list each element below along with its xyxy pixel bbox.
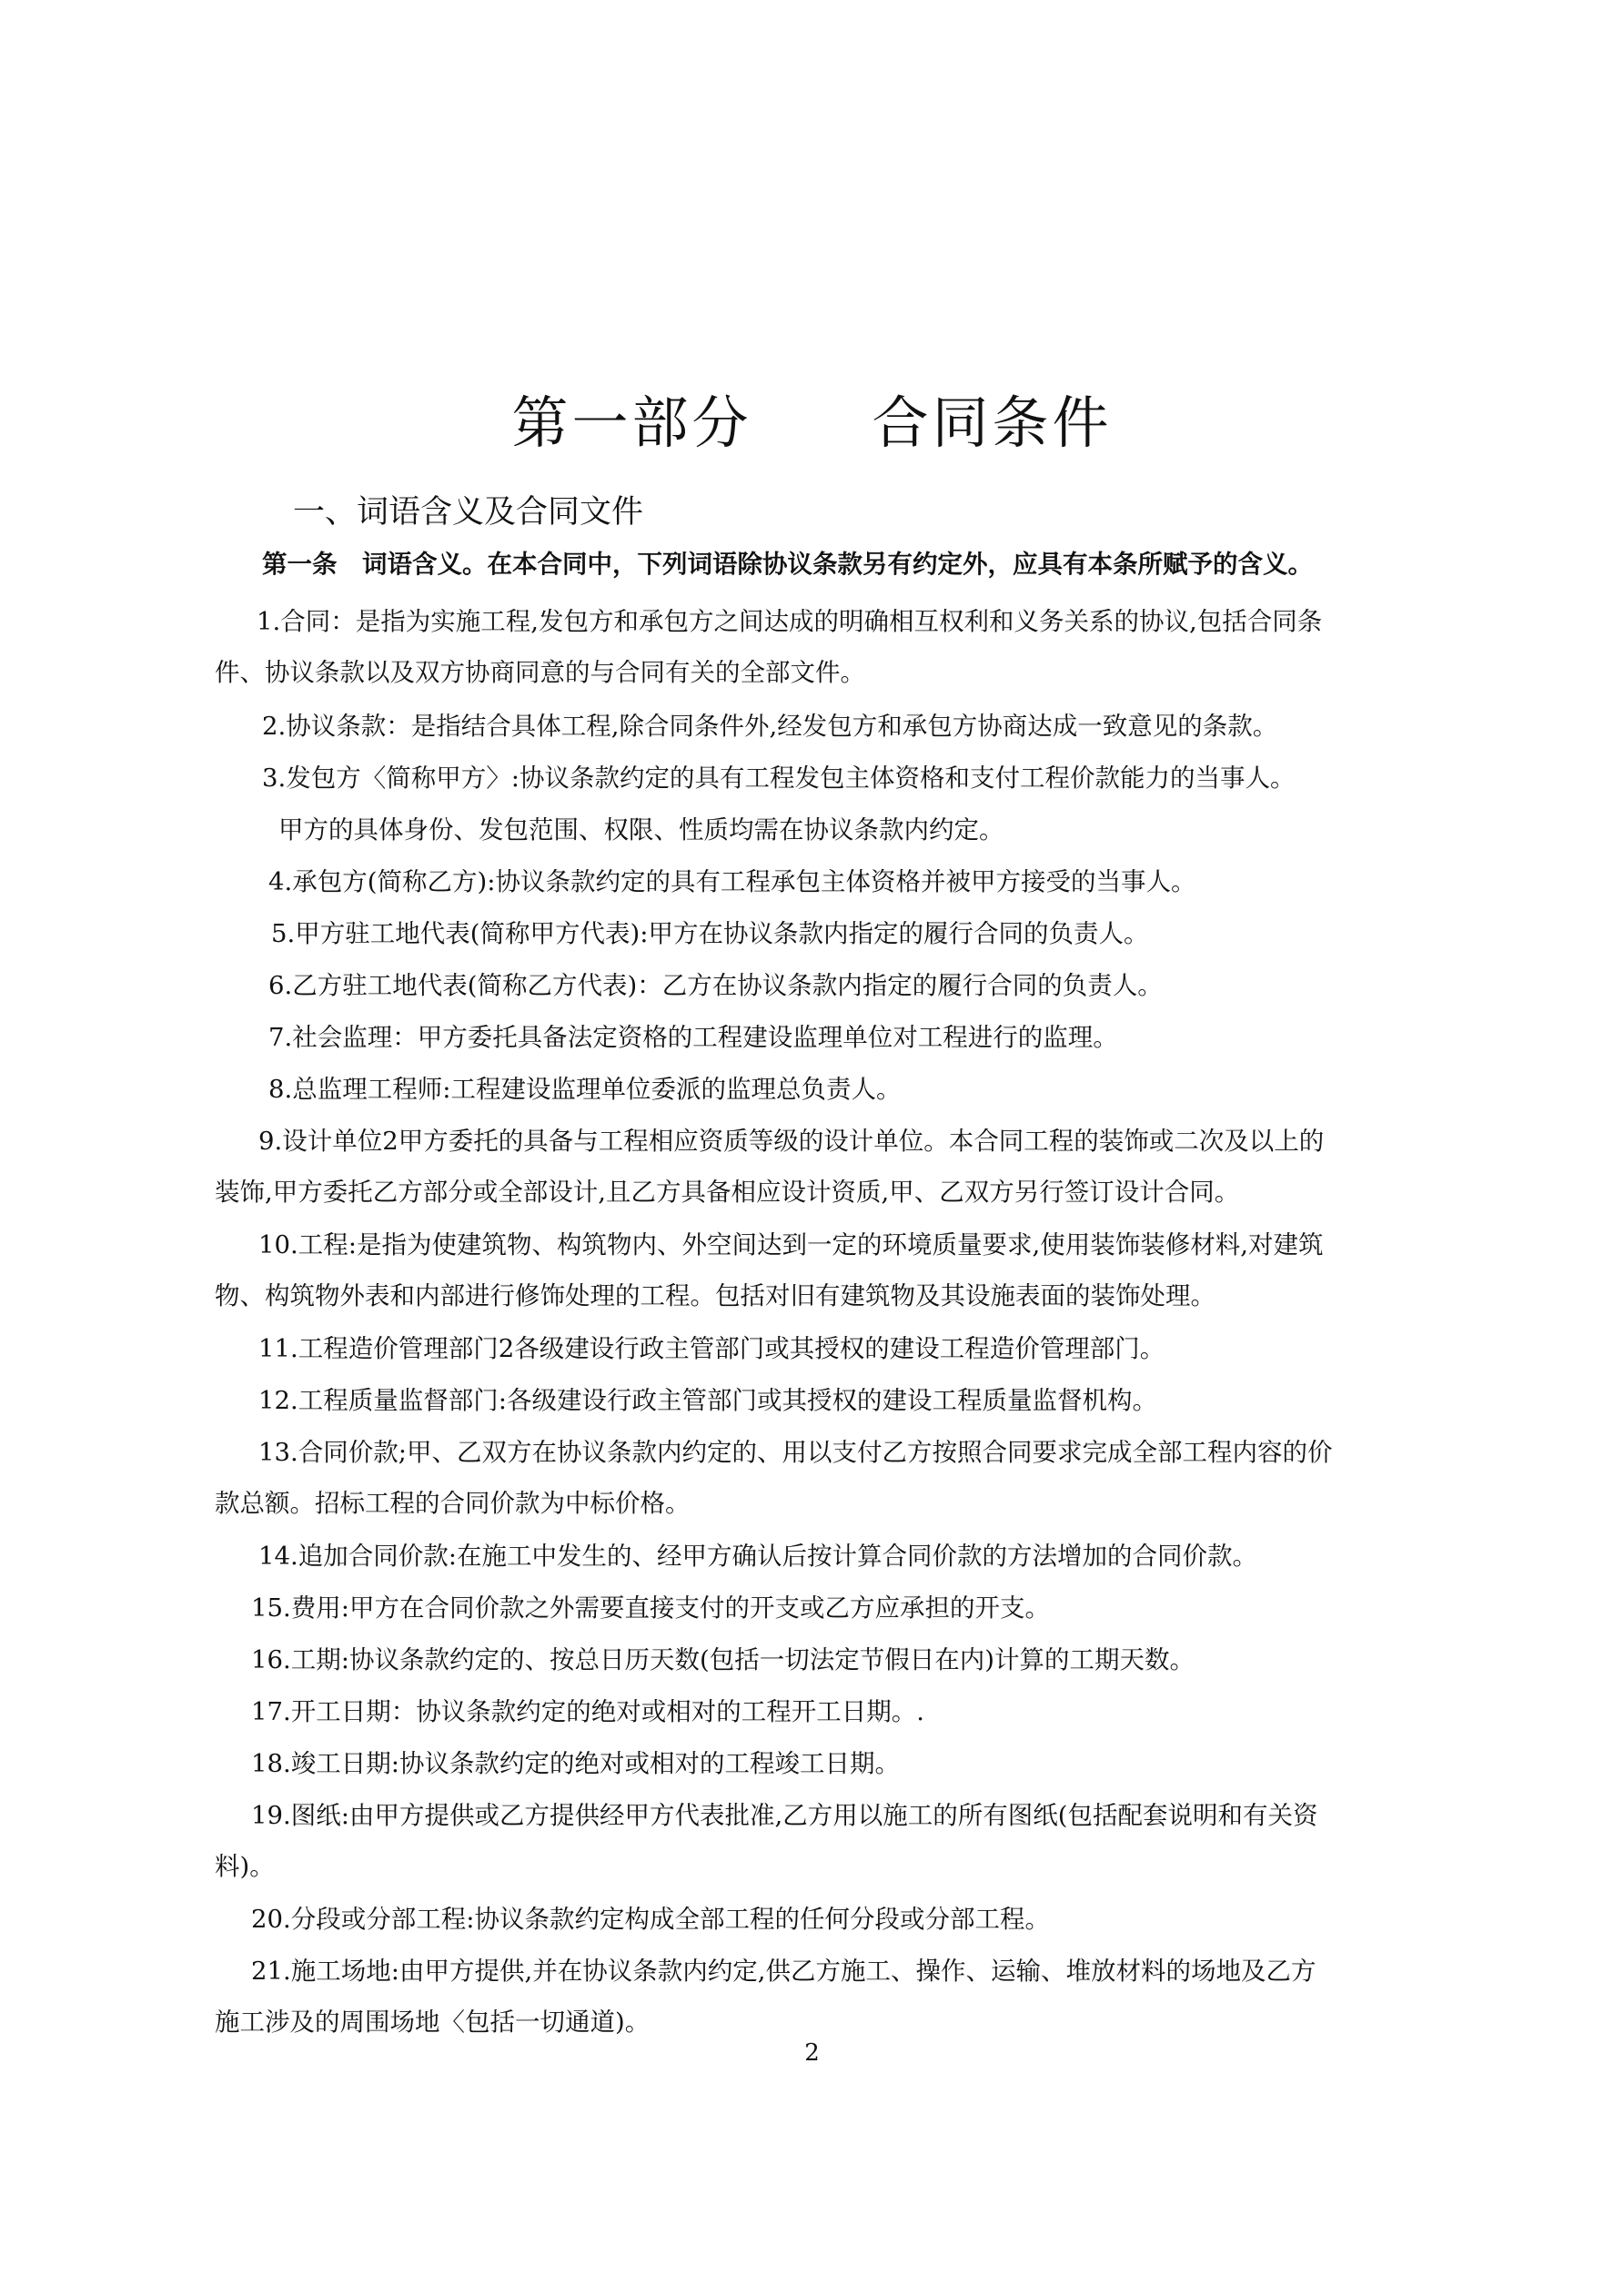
clause-line: 20.分段或分部工程:协议条款约定构成全部工程的任何分段或分部工程。	[251, 1905, 1050, 1934]
clause-line-continued: 装饰,甲方委托乙方部分或全部设计,且乙方具备相应设计资质,甲、乙双方另行签订设计合同。	[215, 1178, 1240, 1207]
clause-line: 14.追加合同价款:在施工中发生的、经甲方确认后按计算合同价款的方法增加的合同价款。	[258, 1542, 1257, 1571]
page-number: 2	[804, 2039, 820, 2067]
clause-line-continued: 施工涉及的周围场地〈包括一切通道)。	[215, 2008, 651, 2037]
article-heading: 第一条 词语含义。在本合同中，下列词语除协议条款另有约定外，应具有本条所赋予的含义。	[262, 550, 1313, 579]
part-title: 第一部分 合同条件	[511, 389, 1113, 456]
clause-4	[268, 856, 1542, 907]
clause-line: 18.竣工日期:协议条款约定的绝对或相对的工程竣工日期。	[251, 1749, 900, 1778]
clause-line: 12.工程质量监督部门:各级建设行政主管部门或其授权的建设工程质量监督机构。	[258, 1386, 1157, 1415]
clause-line: 11.工程造价管理部门2各级建设行政主管部门或其授权的建设工程造价管理部门。	[258, 1334, 1165, 1363]
clause-line: 3.发包方〈简称甲方〉:协议条款约定的具有工程发包主体资格和支付工程价款能力的当事人。	[262, 764, 1296, 793]
clause-line: 13.合同价款;甲、乙双方在协议条款内约定的、用以支付乙方按照合同要求完成全部工程内容的价	[258, 1438, 1333, 1467]
clause-3	[262, 753, 1536, 804]
clause-7	[268, 1012, 1542, 1063]
clause-5	[271, 908, 1545, 959]
clause-line: 2.协议条款：是指结合具体工程,除合同条件外,经发包方和承包方协商达成一致意见的条款。	[262, 712, 1278, 741]
clause-12	[258, 1375, 1532, 1426]
clause-line: 10.工程:是指为使建筑物、构筑物内、外空间达到一定的环境质量要求,使用装饰装修材料,对建筑	[258, 1230, 1324, 1259]
clause-line: 1.合同：是指为实施工程,发包方和承包方之间达成的明确相互权利和义务关系的协议,包括合同条	[257, 607, 1323, 636]
clause-2	[262, 701, 1536, 752]
clause-11	[258, 1323, 1532, 1374]
clause-9	[215, 1116, 1532, 1218]
clause-15	[251, 1583, 1525, 1633]
clause-line: 15.费用:甲方在合同价款之外需要直接支付的开支或乙方应承担的开支。	[251, 1593, 1050, 1623]
clause-21	[215, 1946, 1525, 2048]
clause-line-continued: 件、协议条款以及双方协商同意的与合同有关的全部文件。	[215, 658, 865, 687]
clause-line: 9.设计单位2甲方委托的具备与工程相应资质等级的设计单位。本合同工程的装饰或二次及以上的	[258, 1127, 1325, 1156]
clause-line: 6.乙方驻工地代表(简称乙方代表)：乙方在协议条款内指定的履行合同的负责人。	[268, 971, 1163, 1000]
clause-3-note	[278, 804, 1552, 855]
clause-16	[251, 1634, 1525, 1685]
clause-line-continued: 物、构筑物外表和内部进行修饰处理的工程。包括对旧有建筑物及其设施表面的装饰处理。	[215, 1281, 1215, 1310]
clause-line-continued: 料)。	[215, 1852, 275, 1881]
clause-line: 8.总监理工程师:工程建设监理单位委派的监理总负责人。	[268, 1075, 902, 1104]
clause-6	[268, 960, 1542, 1011]
clause-17	[251, 1686, 1525, 1737]
clause-8	[268, 1064, 1542, 1115]
clause-line: 甲方的具体身份、发包范围、权限、性质均需在协议条款内约定。	[278, 815, 1004, 845]
clause-line: 21.施工场地:由甲方提供,并在协议条款内约定,供乙方施工、操作、运输、堆放材料的场地及乙方	[251, 1957, 1316, 1986]
clause-line: 17.开工日期：协议条款约定的绝对或相对的工程开工日期。.	[251, 1697, 924, 1726]
clause-line: 7.社会监理：甲方委托具备法定资格的工程建设监理单位对工程进行的监理。	[268, 1023, 1118, 1052]
section-heading: 一、词语含义及合同文件	[293, 494, 644, 531]
clause-13	[215, 1427, 1532, 1529]
clause-line: 4.承包方(简称乙方):协议条款约定的具有工程承包主体资格并被甲方接受的当事人。	[268, 867, 1196, 896]
clause-20	[251, 1894, 1525, 1945]
clause-19	[215, 1790, 1525, 1892]
clause-18	[251, 1738, 1525, 1789]
clause-1	[215, 596, 1530, 698]
clause-line: 19.图纸:由甲方提供或乙方提供经甲方代表批准,乙方用以施工的所有图纸(包括配套说明和有关资	[251, 1801, 1318, 1830]
clause-10	[215, 1219, 1532, 1321]
clause-line: 5.甲方驻工地代表(简称甲方代表):甲方在协议条款内指定的履行合同的负责人。	[271, 919, 1149, 948]
clause-line: 16.工期:协议条款约定的、按总日历天数(包括一切法定节假日在内)计算的工期天数。	[251, 1645, 1195, 1674]
clause-14	[258, 1531, 1532, 1582]
clause-line-continued: 款总额。招标工程的合同价款为中标价格。	[215, 1489, 691, 1518]
